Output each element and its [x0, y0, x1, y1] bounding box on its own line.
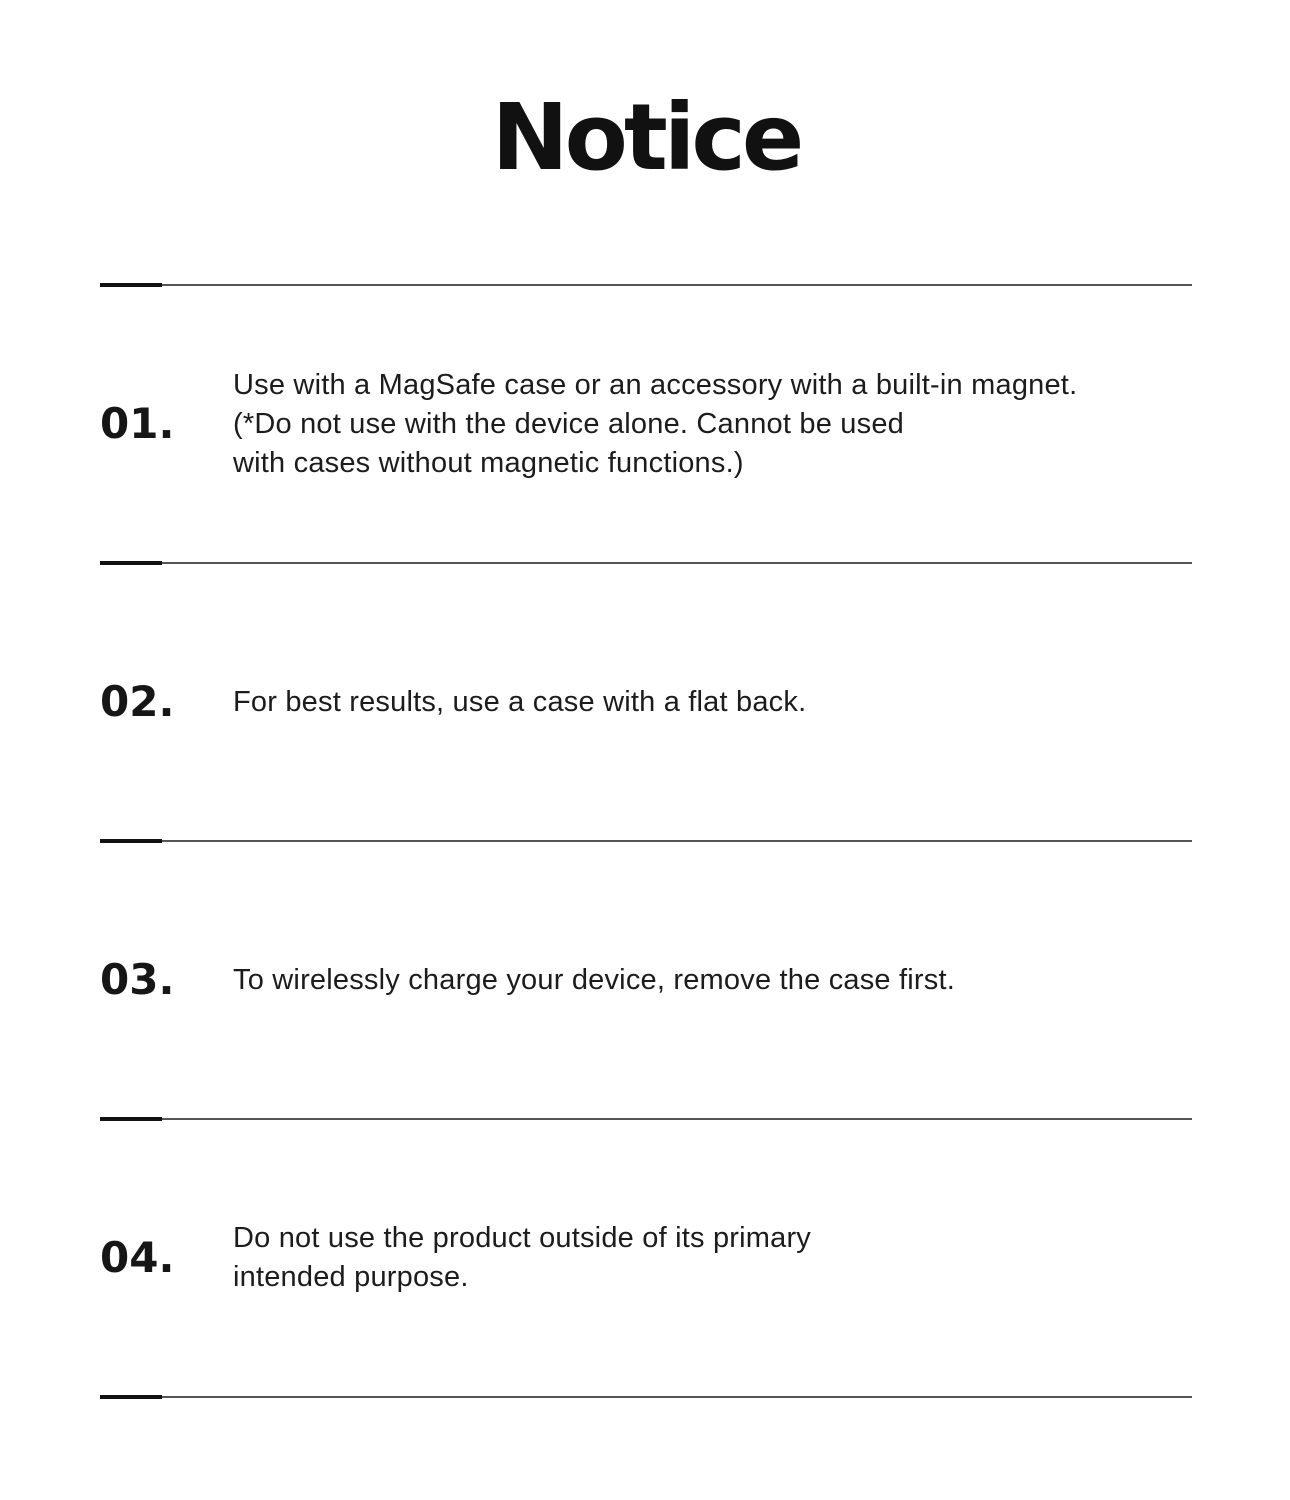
divider-rule [162, 562, 1192, 564]
item-text [233, 366, 1192, 483]
item-text-line: with cases without magnetic functions.) [233, 446, 744, 479]
item-number-column [100, 955, 233, 1004]
item-text-line: intended purpose. [233, 1261, 469, 1293]
divider-rule [162, 840, 1192, 842]
divider-accent-segment [100, 1117, 162, 1121]
item-number: 01. [100, 399, 175, 448]
divider-rule [162, 1118, 1192, 1120]
divider-accent-segment [100, 283, 162, 287]
divider-rule [162, 284, 1192, 286]
item-text-line: For best results, use a case with a flat back. [233, 685, 807, 718]
item-number-column [100, 677, 233, 726]
notice-item-03 [100, 843, 1192, 1117]
item-number: 02. [100, 677, 175, 726]
divider-accent-segment [100, 561, 162, 565]
divider-rule [162, 1396, 1192, 1398]
item-number-column [100, 399, 233, 448]
notice-item-02 [100, 565, 1192, 839]
item-text-line: Do not use the product outside of its primary [233, 1222, 812, 1254]
item-text [233, 961, 1192, 1000]
item-number-column [100, 1233, 233, 1282]
item-text-line: Use with a MagSafe case or an accessory with a built-in magnet. [233, 368, 1078, 401]
notice-item-04 [100, 1121, 1192, 1395]
item-text-line: (*Do not use with the device alone. Cannot be used [233, 407, 904, 440]
divider-accent-segment [100, 839, 162, 843]
item-number: 04. [100, 1233, 175, 1282]
item-text-line: To wirelessly charge your device, remove the case first. [233, 963, 955, 996]
divider-accent-segment [100, 1395, 162, 1399]
page-header [100, 0, 1192, 283]
item-number: 03. [100, 955, 175, 1004]
item-text [233, 683, 1192, 722]
notice-item-01 [100, 287, 1192, 561]
divider [100, 1395, 1192, 1399]
page-title: Notice [491, 83, 801, 191]
item-text [233, 1219, 1192, 1297]
